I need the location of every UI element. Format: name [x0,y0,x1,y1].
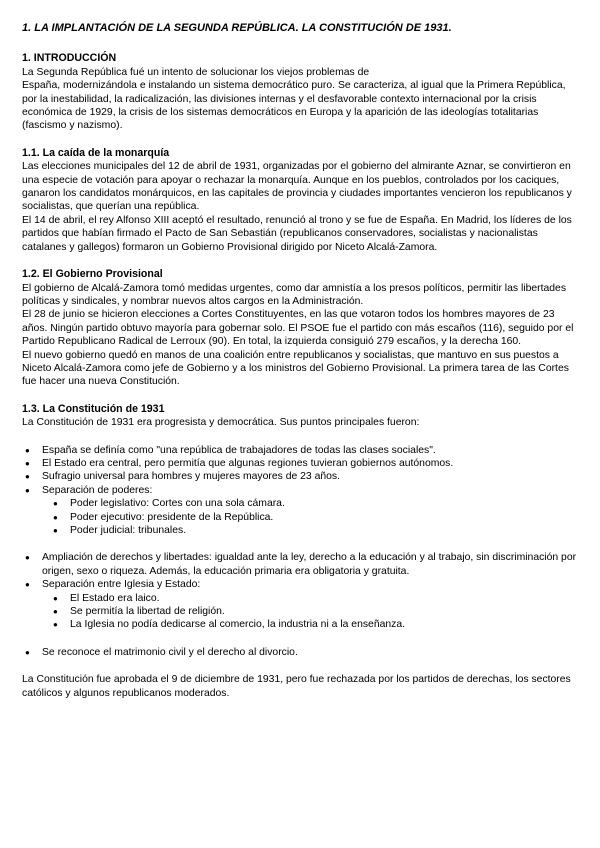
section-1-2-paragraph-1: El gobierno de Alcalá-Zamora tomó medidas urgentes, como dar amnistía a los presos políticos, permitir las libertades políticas y sindicales, y nombrar nuevos altos cargos en la Administración. [22,282,567,307]
spacer [22,632,578,646]
list-item: ● El Estado era laico. [22,592,578,605]
section-1-2-paragraph-3: El nuevo gobierno quedó en manos de una coalición entre republicanos y socialistas, que mantuvo en sus puestos a Niceto Alcalá-Zamora como jefe de Gobierno y a los ministros del Gobierno Provisional. La primera tarea de las Cortes fue hacer una nueva Constitución. [22,349,569,388]
church-state-sublist [22,592,578,632]
spacer [22,133,578,147]
list-item: ● Poder legislativo: Cortes con una sola cámara. [22,497,578,510]
spacer [22,430,578,444]
list-item: ● Se permitía la libertad de religión. [22,605,578,618]
list-item: ● El Estado era central, pero permitía que algunas regiones tuvieran gobiernos autónomos. [22,457,578,470]
spacer [22,389,578,403]
document-title: 1. LA IMPLANTACIÓN DE LA SEGUNDA REPÚBLICA. LA CONSTITUCIÓN DE 1931. [22,22,452,34]
spacer [22,659,578,673]
list-item: ● Separación de poderes: [22,484,578,497]
list-item: ● Ampliación de derechos y libertades: igualdad ante la ley, derecho a la educación y al trabajo, sin discriminación por origen, sexo o riqueza. Además, la educación primaria era obligatoria y gratuita. [22,551,578,578]
section-1-1-paragraph-2: El 14 de abril, el rey Alfonso XIII aceptó el resultado, renunció al trono y se fue de España. En Madrid, los líderes de los partidos que habían firmado el Pacto de San Sebastián (republicanos conservadores, socialistas y nacionalistas catalanes y gallegos) formaron un Gobierno Provisional dirigido por Niceto Alcalá-Zamora. [22,214,572,253]
section-1-1-paragraph-1: Las elecciones municipales del 12 de abril de 1931, organizadas por el gobierno del almirante Aznar, se convirtieron en una especie de votación para apoyar o rechazar la monarquía. Aunque en los pueblos, controlados por los caciques, ganaron los candidatos monárquicos, en las capitales de provincia y ciudades importantes vencieron los republicanos y socialistas, que querían una república. [22,161,572,213]
list-item: ● España se definía como "una república de trabajadores de todas las clases sociales". [22,444,578,457]
section-1-2-heading: 1.2. El Gobierno Provisional [22,268,163,281]
closing-paragraph: La Constitución fue aprobada el 9 de diciembre de 1931, pero fue rechazada por los partidos de derechas, los sectores católicos y algunos republicanos moderados. [22,674,571,699]
document-content [22,22,578,700]
list-item: ● Separación entre Iglesia y Estado: [22,578,578,591]
spacer [22,537,578,551]
list-item: ● La Iglesia no podía dedicarse al comercio, la industria ni a la enseñanza. [22,618,578,631]
section-1-3-heading: 1.3. La Constitución de 1931 [22,402,165,415]
intro-line-1: La Segunda República fué un intento de solucionar los viejos problemas de [22,66,370,78]
list-item: ● Poder judicial: tribunales. [22,524,578,537]
civil-marriage-list [22,646,578,659]
list-item: ● Sufragio universal para hombres y mujeres mayores de 23 años. [22,470,578,483]
list-item: ● Se reconoce el matrimonio civil y el derecho al divorcio. [22,646,578,659]
list-item: ● Poder ejecutivo: presidente de la República. [22,511,578,524]
section-1-2-paragraph-2: El 28 de junio se hicieron elecciones a Cortes Constituyentes, en las que votaron todos los hombres mayores de 23 años. Ningún partido obtuvo mayoría para gobernar solo. El PSOE fue el partido con más escaños (116), seguido por el Partido Republicano Radical de Lerroux (90). En total, la izquierda consiguió 279 escaños, y la derecha 160. [22,309,574,348]
intro-heading: 1. INTRODUCCIÓN [22,52,117,65]
intro-line-2: España, modernizándola e instalando un sistema democrático puro. Se caracteriza, al igual que la Primera República, por la inestabilidad, la radicalización, las divisiones internas y el desfavorable contexto internacional por la crisis económica de 1929, la crisis de los sistemas democráticos en Europa y la aparición de las ideologías totalitarias (fascismo y nazismo). [22,80,566,132]
powers-sublist [22,497,578,537]
constitution-points-list [22,444,578,498]
spacer [22,254,578,268]
rights-list [22,551,578,591]
section-1-3-intro: La Constitución de 1931 era progresista y democrática. Sus puntos principales fueron: [22,417,420,429]
section-1-1-heading: 1.1. La caída de la monarquía [22,146,170,159]
